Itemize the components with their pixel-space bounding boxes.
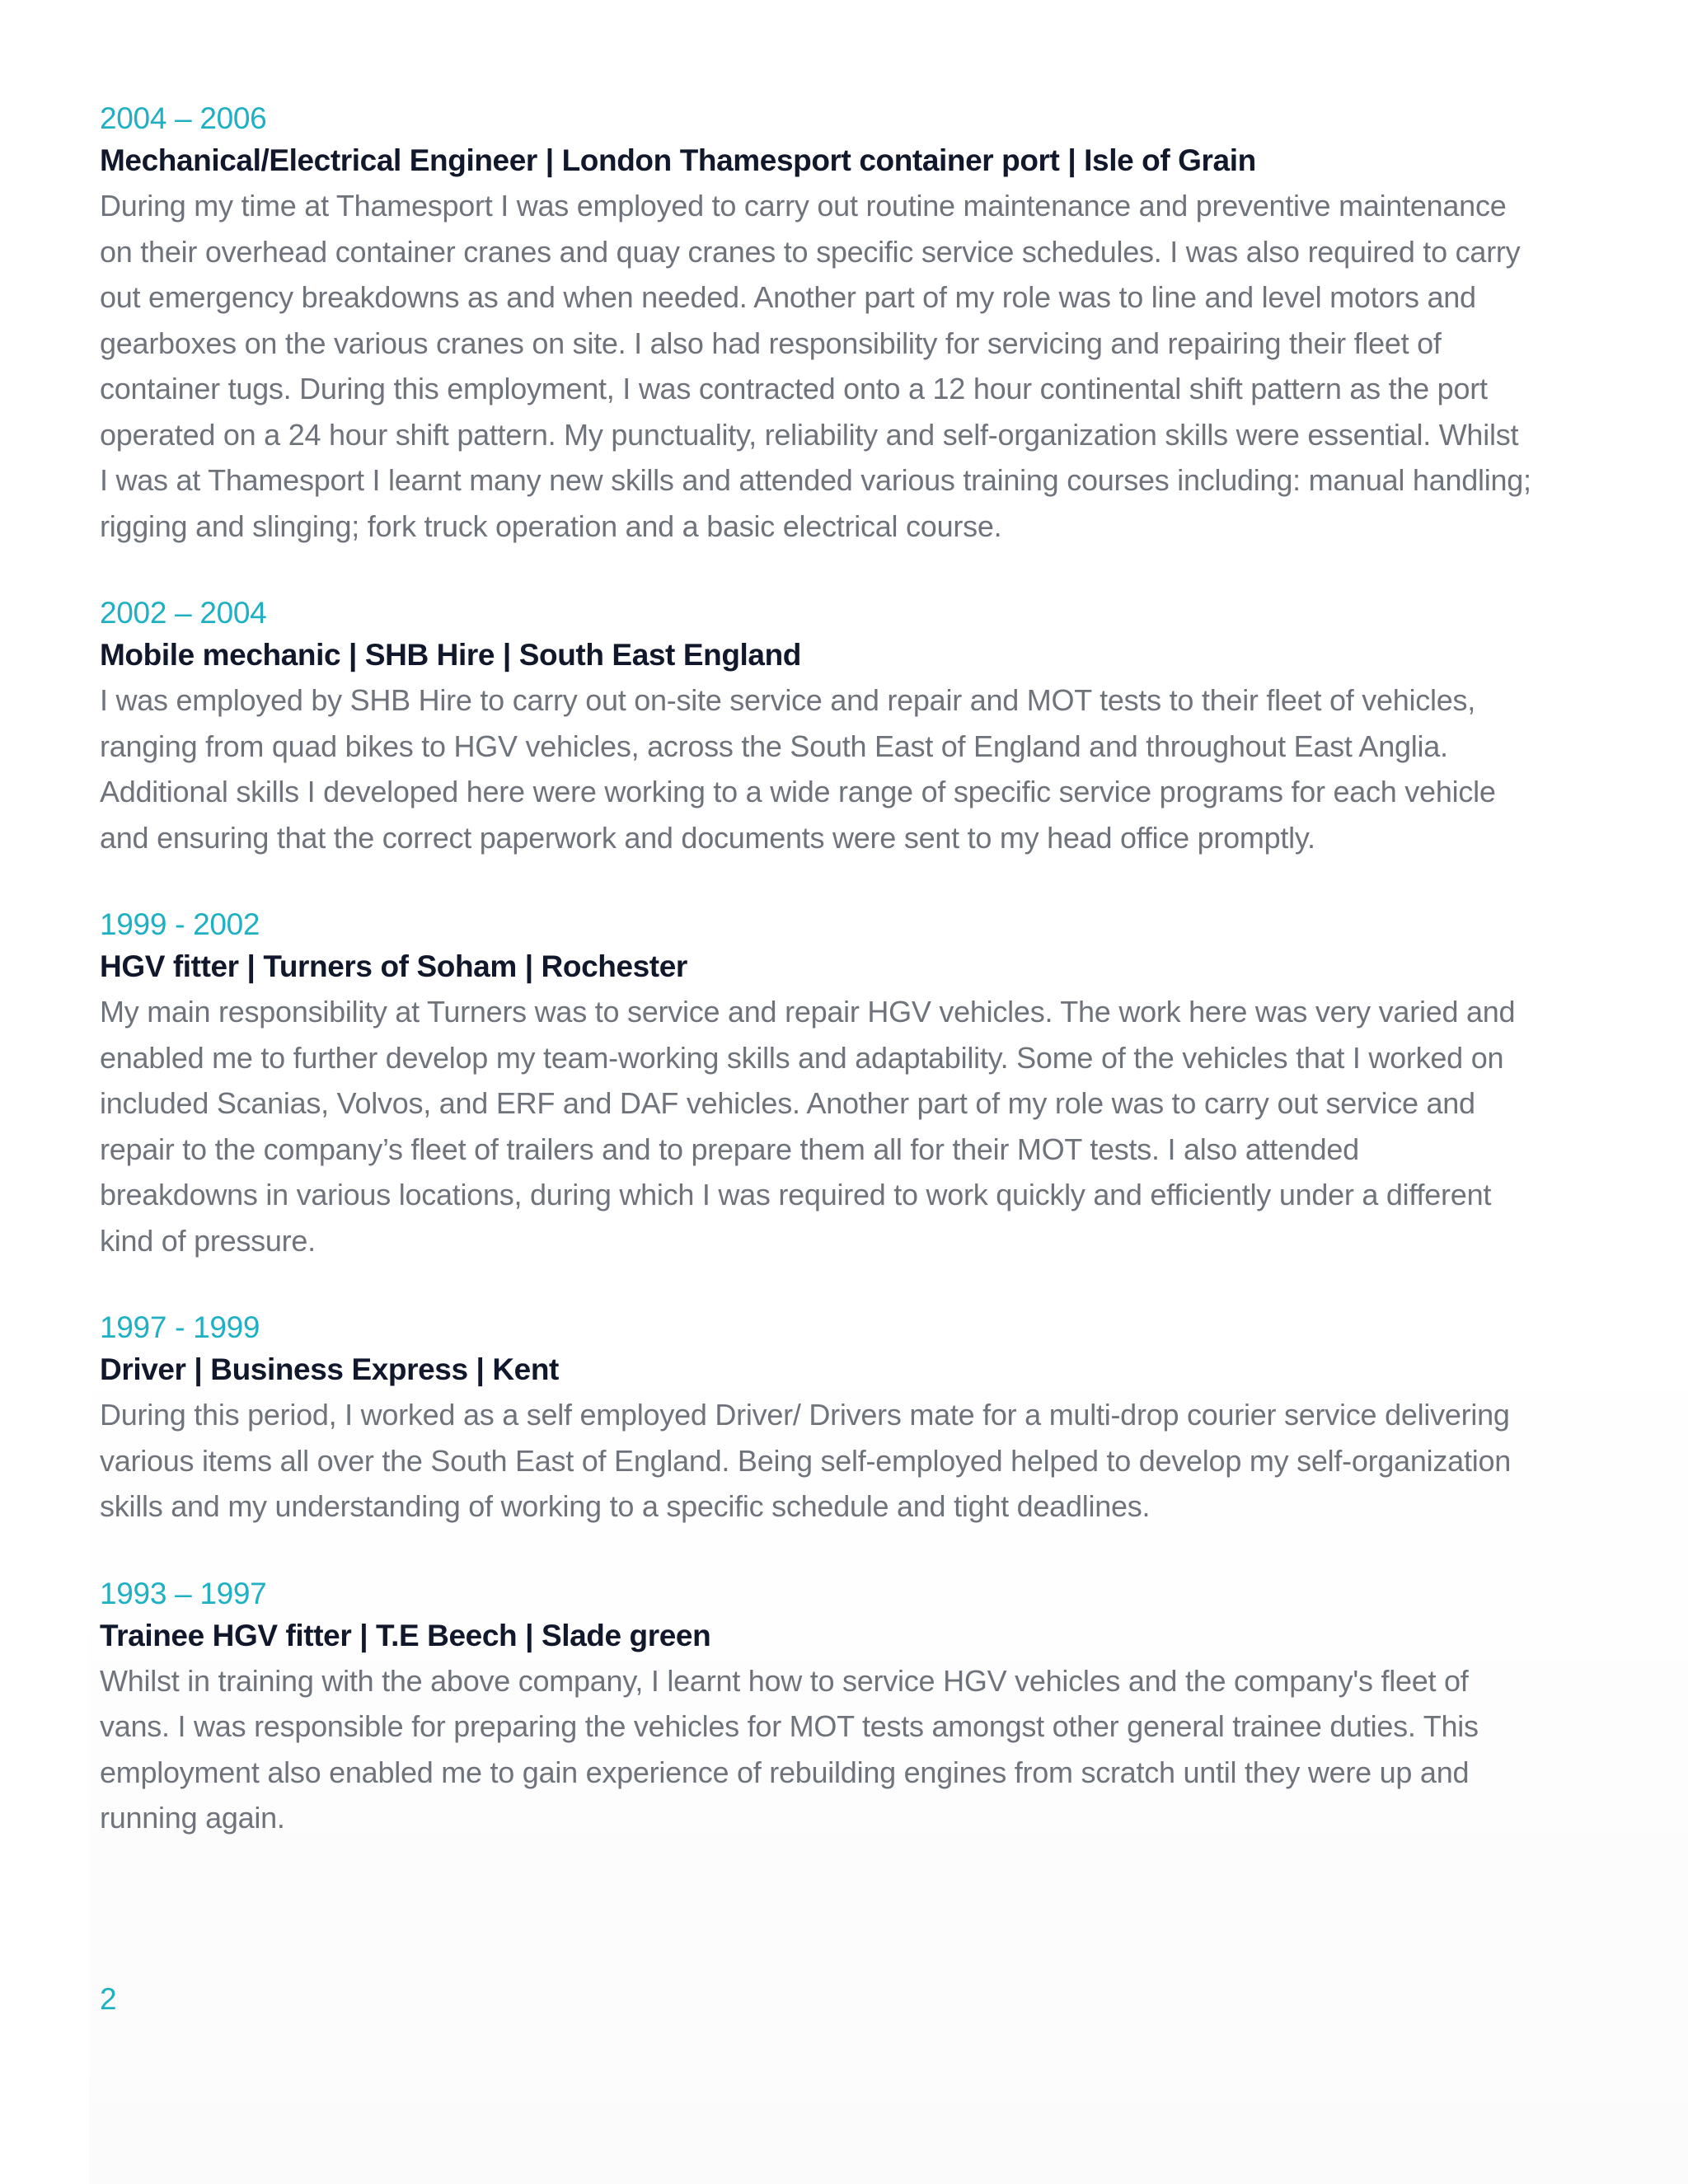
description-line: out emergency breakdowns as and when needed. Another part of my role was to line and level motors and <box>100 280 1476 314</box>
job-description <box>100 989 1608 1263</box>
description-line: container tugs. During this employment, I was contracted onto a 12 hour continental shift pattern as the port <box>100 372 1488 405</box>
description-line: repair to the company’s fleet of trailers and to prepare them all for their MOT tests. I also attended <box>100 1132 1359 1166</box>
description-line: included Scanias, Volvos, and ERF and DAF vehicles. Another part of my role was to carry out service and <box>100 1086 1475 1120</box>
job-entry <box>100 1572 1608 1841</box>
description-line: rigging and slinging; fork truck operation and a basic electrical course. <box>100 509 1002 543</box>
description-line: ranging from quad bikes to HGV vehicles, across the South East of England and throughout East Anglia. <box>100 729 1448 763</box>
job-entry <box>100 1306 1608 1530</box>
job-entry <box>100 903 1608 1263</box>
job-dates: 1997 - 1999 <box>100 1310 260 1344</box>
description-line: running again. <box>100 1801 285 1835</box>
job-entry <box>100 97 1608 549</box>
description-line: gearboxes on the various cranes on site. I also had responsibility for servicing and repairing their fleet of <box>100 326 1442 360</box>
job-title: Trainee HGV fitter | T.E Beech | Slade green <box>100 1618 711 1652</box>
job-dates: 2002 – 2004 <box>100 596 267 630</box>
description-line: Whilst in training with the above company, I learnt how to service HGV vehicles and the company's fleet of <box>100 1663 1469 1698</box>
job-dates: 1999 - 2002 <box>100 907 260 941</box>
description-line: During my time at Thamesport I was employed to carry out routine maintenance and preventive maintenance <box>100 189 1507 223</box>
job-title: Mobile mechanic | SHB Hire | South East England <box>100 638 801 672</box>
job-title: Mechanical/Electrical Engineer | London Thamesport container port | Isle of Grain <box>100 143 1256 177</box>
job-description <box>100 1392 1608 1530</box>
description-line: skills and my understanding of working to a specific schedule and tight deadlines. <box>100 1489 1151 1523</box>
description-line: enabled me to further develop my team-working skills and adaptability. Some of the vehicles that I worked on <box>100 1040 1504 1075</box>
description-line: operated on a 24 hour shift pattern. My punctuality, reliability and self-organization skills were essential. Whilst <box>100 417 1519 452</box>
description-line: breakdowns in various locations, during which I was required to work quickly and efficiently under a different <box>100 1178 1492 1212</box>
description-line: various items all over the South East of England. Being self-employed helped to develop my self-organization <box>100 1443 1511 1478</box>
description-line: During this period, I worked as a self employed Driver/ Drivers mate for a multi-drop courier service delivering <box>100 1398 1510 1432</box>
description-line: and ensuring that the correct paperwork and documents were sent to my head office promptly. <box>100 820 1315 855</box>
description-line: employment also enabled me to gain experience of rebuilding engines from scratch until they were up and <box>100 1755 1470 1789</box>
description-line: I was employed by SHB Hire to carry out on-site service and repair and MOT tests to their fleet of vehicles, <box>100 683 1476 717</box>
job-title: HGV fitter | Turners of Soham | Rochester <box>100 949 687 983</box>
job-description <box>100 1658 1608 1841</box>
job-dates: 2004 – 2006 <box>100 101 267 135</box>
job-dates: 1993 – 1997 <box>100 1576 267 1610</box>
job-entry <box>100 592 1608 860</box>
job-description <box>100 677 1608 860</box>
description-line: on their overhead container cranes and quay cranes to specific service schedules. I was also required to carry <box>100 234 1521 269</box>
description-line: Additional skills I developed here were working to a wide range of specific service programs for each vehicle <box>100 775 1496 808</box>
job-description <box>100 183 1608 549</box>
description-line: vans. I was responsible for preparing the vehicles for MOT tests amongst other general trainee duties. This <box>100 1709 1479 1743</box>
work-history <box>100 97 1608 1884</box>
job-title: Driver | Business Express | Kent <box>100 1352 559 1386</box>
description-line: My main responsibility at Turners was to service and repair HGV vehicles. The work here was very varied and <box>100 995 1516 1029</box>
description-line: I was at Thamesport I learnt many new skills and attended various training courses including: manual handling; <box>100 463 1531 497</box>
page-number: 2 <box>100 1982 117 2016</box>
description-line: kind of pressure. <box>100 1223 316 1258</box>
